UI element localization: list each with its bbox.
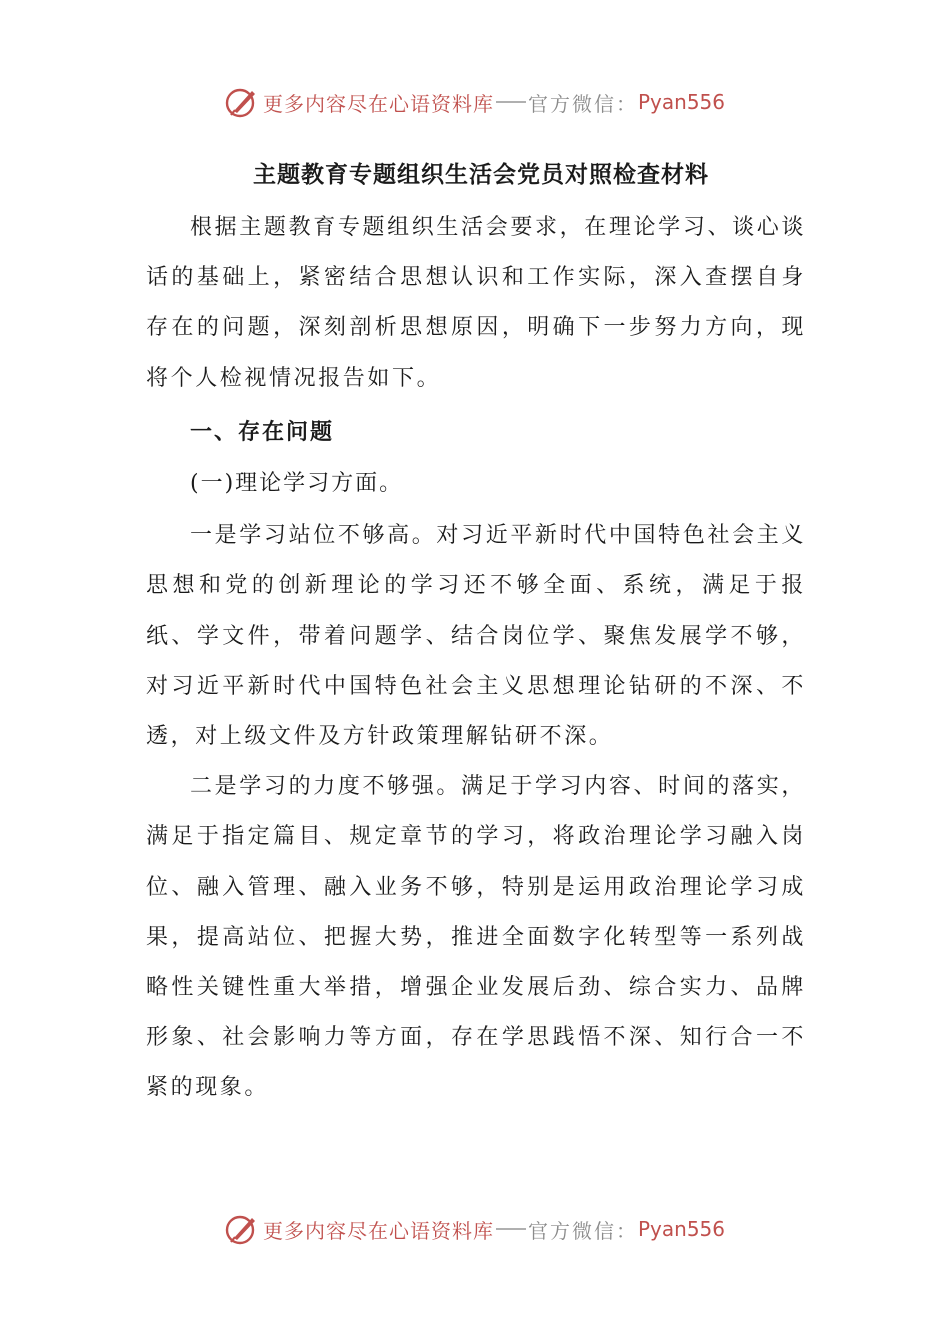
quill-pen-logo-icon [225,85,259,119]
watermark-banner-top [0,80,950,124]
watermark-banner-bottom [0,1207,950,1251]
paragraph-2: 二是学习的力度不够强。满足于学习内容、时间的落实，满足于指定篇目、规定章节的学习，将政治理论学习融入岗位、融入管理、融入业务不够，特别是运用政治理论学习成果，提高站位、把握大势，推进全面数字化转型等一系列战略性关键性重大举措，增强企业发展后劲、综合实力、品牌形象、社会影响力等方面，存在学思践悟不深、知行合一不紧的现象。 [146,774,806,1101]
subsection-heading: (一)理论学习方面。 [190,471,404,497]
quill-pen-logo-icon [225,1212,259,1246]
watermark-text: 更多内容尽在心语资料库 [262,91,494,116]
watermark-wechat-label: 官方微信： [527,1218,638,1243]
document-body [146,150,806,1114]
intro-paragraph: 根据主题教育专题组织生活会要求，在理论学习、谈心谈话的基础上，紧密结合思想认识和工作实际，深入查摆自身存在的问题，深刻剖析思想原因，明确下一步努力方向，现将个人检视情况报告如下。 [146,215,806,391]
document-title: 主题教育专题组织生活会党员对照检查材料 [253,161,709,188]
section-heading: 一、存在问题 [190,418,335,445]
watermark-wechat-id: Pyan556 [637,1217,725,1241]
watermark-wechat-label: 官方微信： [527,91,638,116]
watermark-wechat-id: Pyan556 [637,90,725,114]
watermark-separator [496,1228,526,1230]
watermark-separator [496,101,526,103]
paragraph-1: 一是学习站位不够高。对习近平新时代中国特色社会主义思想和党的创新理论的学习还不够全面、系统，满足于报纸、学文件，带着问题学、结合岗位学、聚焦发展学不够，对习近平新时代中国特色社会主义思想理论钻研的不深、不透，对上级文件及方针政策理解钻研不深。 [146,523,806,750]
watermark-text: 更多内容尽在心语资料库 [262,1218,494,1243]
